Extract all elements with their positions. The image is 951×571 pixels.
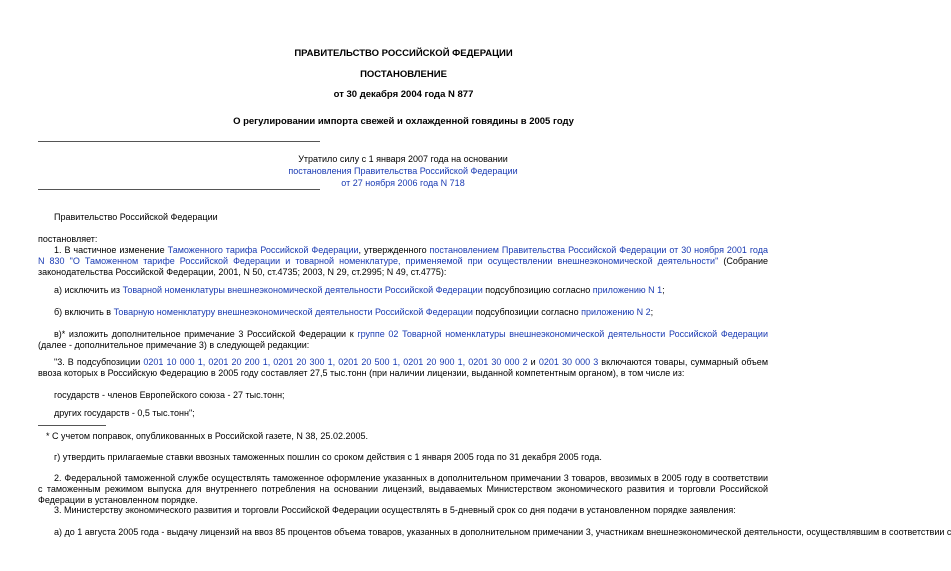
link-tn-ved-a[interactable]: Товарной номенклатуры внешнеэкономической деятельности Российской Федерации (122, 285, 483, 295)
footnote: * С учетом поправок, опубликованных в Российской газете, N 38, 25.02.2005. (46, 431, 368, 441)
footnote-divider (38, 425, 106, 426)
link-group-02[interactable]: группе 02 Товарной номенклатуры внешнеэкономической деятельности Российской Федерации (357, 329, 768, 339)
decree-word: постановляет: (38, 234, 98, 244)
link-subheading-0201300003[interactable]: 0201 30 000 3 (538, 357, 599, 367)
paragraph-a: а) исключить из Товарной номенклатуры внешнеэкономической деятельности Российской Федерации подсубпозицию согласно приложению N 1; (54, 285, 665, 295)
paragraph-v: в)* изложить дополнительное примечание 3 Российской Федерации к группе 02 Товарной номенклатуры внешнеэкономической деятельности Российской Федерации (далее - дополнительное примечание 3) в следующей редакции: (38, 329, 768, 350)
quoted-note-3: "3. В подсубпозиции 0201 10 000 1, 0201 20 200 1, 0201 20 300 1, 0201 20 500 1, 0201 20 900 1, 0201 30 000 2 и 0201 30 000 3 включаются товары, суммарный объем ввоза которых в Российскую Федерацию в 2005 году составляет 27,5 тыс.тонн (при наличии лицензии, выданной компетентным органом), в том числе из: (38, 357, 769, 378)
quota-other: других государств - 0,5 тыс.тонн"; (54, 408, 195, 418)
link-tn-ved-b[interactable]: Товарную номенклатуру внешнеэкономической деятельности Российской Федерации (113, 307, 473, 317)
status-link-decree[interactable]: постановления Правительства Российской Федерации (288, 166, 518, 176)
link-appendix-2[interactable]: приложению N 2 (581, 307, 651, 317)
document-date: от 30 декабря 2004 года N 877 (333, 89, 474, 100)
status-link-date[interactable]: от 27 ноября 2006 года N 718 (341, 178, 465, 188)
link-appendix-1[interactable]: приложению N 1 (592, 285, 663, 295)
paragraph-3: 3. Министерству экономического развития и торговли Российской Федерации осуществлять в 5-дневный срок со дня подачи в установленном порядке заявления: (54, 505, 736, 515)
paragraph-1: 1. В частичное изменение Таможенного тарифа Российской Федерации, утвержденного постановлением Правительства Российской Федерации от 30 ноября 2001 года N 830 "О Таможенном тарифе Российской Федерации и товарной номенклатуре, применяемой при осуществлении внешнеэкономической деятельности" (Собрание законодательства Российской Федерации, 2001, N 50, ст.4735; 2003, N 29, ст.2995; N 49, ст.4775): (38, 245, 768, 277)
paragraph-g: г) утвердить прилагаемые ставки ввозных таможенных пошлин со сроком действия с 1 января 2005 года по 31 декабря 2005 года. (54, 452, 602, 462)
status-text: Утратило силу с 1 января 2007 года на основании (298, 154, 508, 164)
link-decree-830[interactable]: постановлением Правительства Российской Федерации от 30 ноября 2001 года N 830 "О Таможенном тарифе Российской Федерации и товарной номенклатуре, применяемой при осуществлении внешнеэкономической деятельности" (38, 245, 768, 266)
document-type: ПОСТАНОВЛЕНИЕ (360, 69, 447, 80)
quota-eu: государств - членов Европейского союза - 27 тыс.тонн; (54, 390, 285, 400)
document-title: О регулировании импорта свежей и охлажденной говядины в 2005 году (233, 116, 574, 127)
paragraph-2: 2. Федеральной таможенной службе осуществлять таможенное оформление указанных в дополнительном примечании 3 товаров, ввозимых в 2005 году в соответствии с таможенным режимом выпуска для внутреннего потребления на основании лицензий, выдаваемых Министерством экономического развития и торговли Российской Федерации в установленном порядке. (38, 473, 768, 505)
paragraph-3a: а) до 1 августа 2005 года - выдачу лицензий на ввоз 85 процентов объема товаров, указанных в дополнительном примечании 3, участникам внешнеэкономической деятельности, осуществлявшим в соответствии с (54, 527, 951, 537)
link-subheadings[interactable]: 0201 10 000 1, 0201 20 200 1, 0201 20 300 1, 0201 20 500 1, 0201 20 900 1, 0201 30 000 2 (143, 357, 528, 367)
paragraph-b: б) включить в Товарную номенклатуру внешнеэкономической деятельности Российской Федерации подсубпозиции согласно приложению N 2; (54, 307, 654, 317)
government-heading: ПРАВИТЕЛЬСТВО РОССИЙСКОЙ ФЕДЕРАЦИИ (294, 48, 513, 59)
link-customs-tariff[interactable]: Таможенного тарифа Российской Федерации (167, 245, 359, 255)
divider-bottom (38, 189, 320, 190)
intro-text: Правительство Российской Федерации (54, 212, 218, 222)
divider-top (38, 141, 320, 142)
